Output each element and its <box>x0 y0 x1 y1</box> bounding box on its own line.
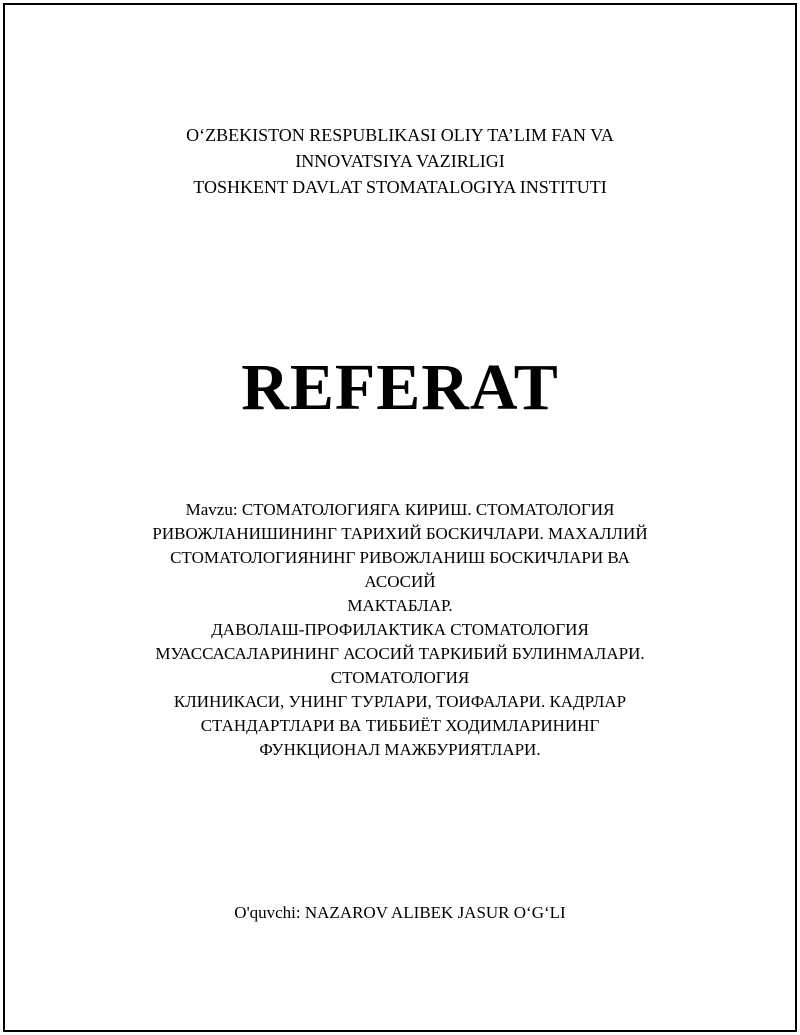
topic-line: АСОСИЙ <box>364 572 436 591</box>
header-line: TOSHKENT DAVLAT STOMATALOGIYA INSTITUTI <box>193 177 607 197</box>
document-title: REFERAT <box>241 351 559 424</box>
topic-line: СТАНДАРТЛАРИ ВА ТИББИЁТ ХОДИМЛАРИНИНГ <box>200 716 600 735</box>
institution-header <box>0 122 800 200</box>
topic-line: МАКТАБЛАР. <box>347 596 453 615</box>
topic-line: КЛИНИКАСИ, УНИНГ ТУРЛАРИ, ТОИФАЛАРИ. КАДРЛАР <box>173 692 627 711</box>
topic-line: ДАВОЛАШ-ПРОФИЛАКТИКА СТОМАТОЛОГИЯ <box>211 620 589 639</box>
header-line: INNOVATSIYA VAZIRLIGI <box>295 151 505 171</box>
topic-line: ФУНКЦИОНАЛ МАЖБУРИЯТЛАРИ. <box>259 740 541 759</box>
header-line: O‘ZBEKISTON RESPUBLIKASI OLIY TA’LIM FAN VA <box>186 125 614 145</box>
topic-line: Mavzu: СТОМАТОЛОГИЯГА КИРИШ. СТОМАТОЛОГИЯ <box>185 500 615 519</box>
topic-line: СТОМАТОЛОГИЯ <box>330 668 470 687</box>
topic-block <box>0 498 800 762</box>
topic-line: СТОМАТОЛОГИЯНИНГ РИВОЖЛАНИШ БОСКИЧЛАРИ ВА <box>170 548 630 567</box>
student-name: O'quvchi: NAZAROV ALIBEK JASUR O‘G‘LI <box>234 903 566 922</box>
topic-line: РИВОЖЛАНИШИНИНГ ТАРИХИЙ БОСКИЧЛАРИ. МАХАЛЛИЙ <box>152 524 648 543</box>
topic-line: МУАССАСАЛАРИНИНГ АСОСИЙ ТАРКИБИЙ БУЛИНМАЛАРИ. <box>155 644 645 663</box>
